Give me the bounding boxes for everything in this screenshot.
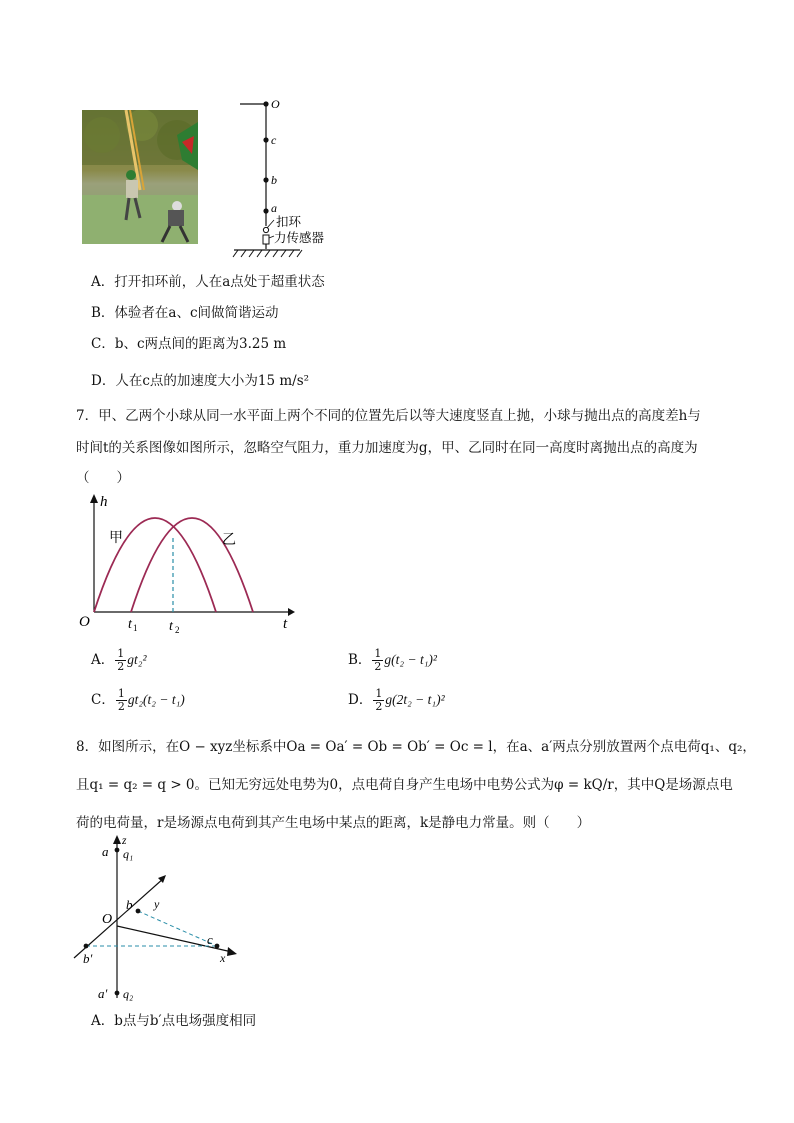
- point-a-dot: [263, 208, 268, 213]
- label-O: O: [102, 912, 113, 927]
- label-q1: q₁: [123, 847, 134, 861]
- label-c: c: [271, 133, 277, 147]
- q6-option-d: D．人在c点的加速度大小为15 m/s²: [91, 373, 310, 389]
- point-b-prime-dot: [84, 944, 89, 949]
- label-yi: 乙: [222, 532, 236, 548]
- axis-label-h: h: [100, 494, 108, 510]
- buckle-ring: [263, 227, 268, 232]
- label-b: b: [126, 897, 133, 912]
- point-b-dot: [263, 177, 268, 182]
- q8-coordinate-diagram: [70, 830, 245, 1005]
- half-fraction: $\frac{1}{2}$: [117, 687, 125, 713]
- label-buckle: 扣环: [276, 214, 302, 229]
- origin-label: O: [79, 614, 90, 630]
- bc-dashed-line: [138, 911, 217, 946]
- rope-diagram: [228, 96, 348, 261]
- label-q2: q₂: [123, 987, 134, 1001]
- q6-option-a: A．打开扣环前，人在a点处于超重状态: [91, 274, 325, 290]
- label-a-prime: a′: [98, 986, 108, 1001]
- q6-option-b: B．体验者在a、c间做简谐运动: [91, 305, 279, 321]
- ground-hatch: [233, 250, 302, 257]
- tick-t1-sub: 1: [133, 623, 138, 633]
- q7-option-a: A． $\frac{1}{2}$ gt₂²: [91, 647, 147, 673]
- point-c-dot: [263, 137, 268, 142]
- label-b-prime: b′: [83, 951, 93, 966]
- point-a-dot: [115, 848, 120, 853]
- label-y: y: [154, 897, 160, 911]
- half-fraction: $\frac{1}{2}$: [374, 647, 382, 673]
- axis-label-t: t: [283, 616, 288, 632]
- label-a: a: [271, 201, 277, 215]
- q8-option-a: A．b点与b′点电场强度相同: [91, 1013, 257, 1029]
- q8-stem-line-3: 荷的电荷量，r是场源点电荷到其产生电场中某点的距离，k是静电力常量。则（ ）: [76, 815, 591, 831]
- force-sensor-box: [263, 235, 269, 244]
- q7-option-c: C． $\frac{1}{2}$ gt₂(t₂ − t₁): [91, 687, 185, 713]
- q8-stem-line-2: 且q₁ = q₂ = q > 0。已知无穷远处电势为0，点电荷自身产生电场中电势公式为φ = kQ/r，其中Q是场源点电: [76, 777, 733, 793]
- q7-option-d: D． $\frac{1}{2}$ g(2t₂ − t₁)²: [348, 687, 445, 713]
- label-a: a: [102, 844, 109, 859]
- label-z: z: [122, 835, 127, 847]
- half-fraction: $\frac{1}{2}$: [375, 687, 383, 713]
- label-b: b: [271, 173, 277, 187]
- label-O: O: [271, 97, 280, 111]
- point-b-dot: [136, 909, 141, 914]
- point-a-prime-dot: [115, 991, 120, 996]
- tick-t2: t: [169, 619, 173, 634]
- q7-height-time-graph: [76, 490, 296, 635]
- q6-option-c: C．b、c两点间的距离为3.25 m: [91, 336, 287, 352]
- point-c-dot: [215, 944, 220, 949]
- tick-t2-sub: 2: [175, 625, 180, 635]
- tick-t1: t: [128, 617, 132, 632]
- x-axis: [117, 926, 232, 952]
- point-O-dot: [263, 101, 268, 106]
- q7-stem-line-2: 时间t的关系图像如图所示，忽略空气阻力，重力加速度为g，甲、乙同时在同一高度时离抛出点的高度为: [76, 440, 698, 456]
- bungee-photo: [82, 110, 198, 244]
- q7-option-b: B． $\frac{1}{2}$ g(t₂ − t₁)²: [348, 647, 437, 673]
- q7-stem-line-3: （ ）: [76, 470, 130, 486]
- q8-stem-line-1: 8．如图所示，在O − xyz坐标系中Oa = Oa′ = Ob = Ob′ = Oc = l，在a、a′两点分别放置两个点电荷q₁、q₂，: [76, 739, 756, 755]
- label-c: c: [207, 932, 213, 947]
- label-x: x: [220, 951, 226, 965]
- q7-stem-line-1: 7．甲、乙两个小球从同一水平面上两个不同的位置先后以等大速度竖直上抛，小球与抛出点的高度差h与: [76, 408, 701, 424]
- label-force-sensor: 力传感器: [274, 230, 325, 245]
- half-fraction: $\frac{1}{2}$: [117, 647, 125, 673]
- label-jia: 甲: [109, 530, 123, 546]
